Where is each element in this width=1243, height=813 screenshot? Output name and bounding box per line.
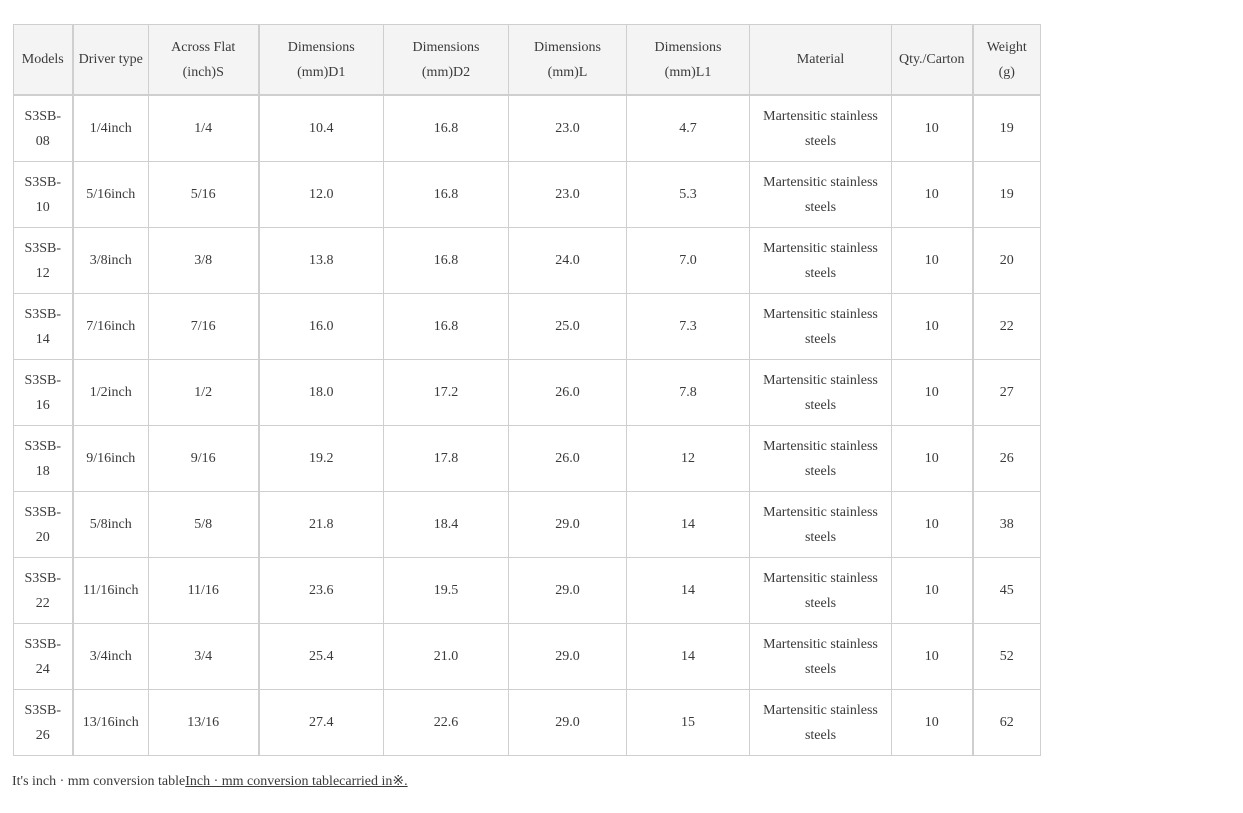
table-row — [14, 690, 1041, 756]
cell-d2: 22.6 — [384, 690, 509, 756]
cell-model: S3SB-22 — [14, 558, 73, 624]
table-row — [14, 492, 1041, 558]
table-row — [14, 360, 1041, 426]
cell-model: S3SB-20 — [14, 492, 73, 558]
cell-across-flat: 1/2 — [149, 360, 259, 426]
cell-qty: 10 — [892, 624, 973, 690]
cell-driver-type: 5/8inch — [73, 492, 149, 558]
cell-across-flat: 13/16 — [149, 690, 259, 756]
cell-across-flat: 7/16 — [149, 294, 259, 360]
cell-l: 26.0 — [509, 360, 627, 426]
cell-across-flat: 5/16 — [149, 162, 259, 228]
footnote — [12, 773, 408, 790]
header-across-flat: Across Flat (inch)S — [149, 25, 259, 96]
cell-l1: 7.3 — [627, 294, 750, 360]
cell-material: Martensitic stainless steels — [750, 690, 892, 756]
cell-l: 23.0 — [509, 162, 627, 228]
cell-driver-type: 7/16inch — [73, 294, 149, 360]
header-material: Material — [750, 25, 892, 96]
table-row — [14, 228, 1041, 294]
cell-l: 29.0 — [509, 624, 627, 690]
cell-across-flat: 11/16 — [149, 558, 259, 624]
cell-l: 24.0 — [509, 228, 627, 294]
table-row — [14, 95, 1041, 162]
cell-across-flat: 1/4 — [149, 95, 259, 162]
footnote-text: It's inch · mm conversion table — [12, 774, 186, 789]
header-d2: Dimensions (mm)D2 — [384, 25, 509, 96]
cell-l: 29.0 — [509, 492, 627, 558]
cell-d2: 17.2 — [384, 360, 509, 426]
cell-l: 25.0 — [509, 294, 627, 360]
cell-l1: 14 — [627, 492, 750, 558]
conversion-table-link[interactable]: Inch · mm conversion tablecarried in※. — [185, 774, 408, 789]
cell-d1: 23.6 — [259, 558, 384, 624]
cell-d2: 17.8 — [384, 426, 509, 492]
cell-qty: 10 — [892, 690, 973, 756]
cell-d2: 18.4 — [384, 492, 509, 558]
header-driver-type: Driver type — [73, 25, 149, 96]
cell-d1: 18.0 — [259, 360, 384, 426]
cell-d1: 12.0 — [259, 162, 384, 228]
table-row — [14, 426, 1041, 492]
cell-qty: 10 — [892, 95, 973, 162]
header-l1: Dimensions (mm)L1 — [627, 25, 750, 96]
cell-l: 23.0 — [509, 95, 627, 162]
table-row — [14, 558, 1041, 624]
cell-weight: 19 — [973, 162, 1041, 228]
cell-l1: 14 — [627, 558, 750, 624]
cell-l1: 5.3 — [627, 162, 750, 228]
cell-l1: 12 — [627, 426, 750, 492]
header-d1: Dimensions (mm)D1 — [259, 25, 384, 96]
cell-d1: 25.4 — [259, 624, 384, 690]
header-qty-carton: Qty./Carton — [892, 25, 973, 96]
header-models: Models — [14, 25, 73, 96]
cell-l: 29.0 — [509, 558, 627, 624]
cell-d2: 16.8 — [384, 228, 509, 294]
cell-material: Martensitic stainless steels — [750, 558, 892, 624]
cell-qty: 10 — [892, 162, 973, 228]
cell-l: 26.0 — [509, 426, 627, 492]
header-row — [14, 25, 1041, 96]
cell-l1: 15 — [627, 690, 750, 756]
cell-driver-type: 1/2inch — [73, 360, 149, 426]
cell-model: S3SB-26 — [14, 690, 73, 756]
cell-d1: 10.4 — [259, 95, 384, 162]
cell-material: Martensitic stainless steels — [750, 624, 892, 690]
cell-across-flat: 5/8 — [149, 492, 259, 558]
table-row — [14, 624, 1041, 690]
cell-material: Martensitic stainless steels — [750, 492, 892, 558]
cell-model: S3SB-24 — [14, 624, 73, 690]
cell-l: 29.0 — [509, 690, 627, 756]
cell-material: Martensitic stainless steels — [750, 162, 892, 228]
cell-qty: 10 — [892, 228, 973, 294]
cell-driver-type: 1/4inch — [73, 95, 149, 162]
cell-weight: 27 — [973, 360, 1041, 426]
cell-material: Martensitic stainless steels — [750, 95, 892, 162]
cell-model: S3SB-14 — [14, 294, 73, 360]
cell-model: S3SB-08 — [14, 95, 73, 162]
cell-l1: 7.0 — [627, 228, 750, 294]
cell-d1: 21.8 — [259, 492, 384, 558]
cell-weight: 62 — [973, 690, 1041, 756]
cell-model: S3SB-10 — [14, 162, 73, 228]
cell-model: S3SB-12 — [14, 228, 73, 294]
cell-driver-type: 3/8inch — [73, 228, 149, 294]
cell-d2: 16.8 — [384, 294, 509, 360]
cell-d1: 13.8 — [259, 228, 384, 294]
cell-d1: 19.2 — [259, 426, 384, 492]
header-l: Dimensions (mm)L — [509, 25, 627, 96]
cell-weight: 19 — [973, 95, 1041, 162]
cell-weight: 45 — [973, 558, 1041, 624]
header-weight: Weight (g) — [973, 25, 1041, 96]
cell-weight: 38 — [973, 492, 1041, 558]
cell-driver-type: 11/16inch — [73, 558, 149, 624]
cell-qty: 10 — [892, 426, 973, 492]
cell-material: Martensitic stainless steels — [750, 360, 892, 426]
cell-l1: 7.8 — [627, 360, 750, 426]
cell-qty: 10 — [892, 360, 973, 426]
cell-d2: 16.8 — [384, 95, 509, 162]
cell-driver-type: 3/4inch — [73, 624, 149, 690]
table-body — [14, 95, 1041, 756]
cell-d2: 16.8 — [384, 162, 509, 228]
cell-driver-type: 9/16inch — [73, 426, 149, 492]
cell-material: Martensitic stainless steels — [750, 426, 892, 492]
cell-across-flat: 3/8 — [149, 228, 259, 294]
cell-qty: 10 — [892, 294, 973, 360]
cell-model: S3SB-18 — [14, 426, 73, 492]
table-header — [14, 25, 1041, 96]
cell-model: S3SB-16 — [14, 360, 73, 426]
cell-weight: 52 — [973, 624, 1041, 690]
cell-d1: 27.4 — [259, 690, 384, 756]
cell-across-flat: 9/16 — [149, 426, 259, 492]
spec-table — [13, 24, 1041, 756]
cell-l1: 4.7 — [627, 95, 750, 162]
cell-material: Martensitic stainless steels — [750, 294, 892, 360]
cell-d2: 19.5 — [384, 558, 509, 624]
table-row — [14, 162, 1041, 228]
table-row — [14, 294, 1041, 360]
cell-qty: 10 — [892, 492, 973, 558]
cell-d1: 16.0 — [259, 294, 384, 360]
cell-weight: 22 — [973, 294, 1041, 360]
cell-driver-type: 5/16inch — [73, 162, 149, 228]
cell-qty: 10 — [892, 558, 973, 624]
cell-material: Martensitic stainless steels — [750, 228, 892, 294]
cell-weight: 20 — [973, 228, 1041, 294]
cell-driver-type: 13/16inch — [73, 690, 149, 756]
cell-l1: 14 — [627, 624, 750, 690]
cell-d2: 21.0 — [384, 624, 509, 690]
cell-weight: 26 — [973, 426, 1041, 492]
cell-across-flat: 3/4 — [149, 624, 259, 690]
